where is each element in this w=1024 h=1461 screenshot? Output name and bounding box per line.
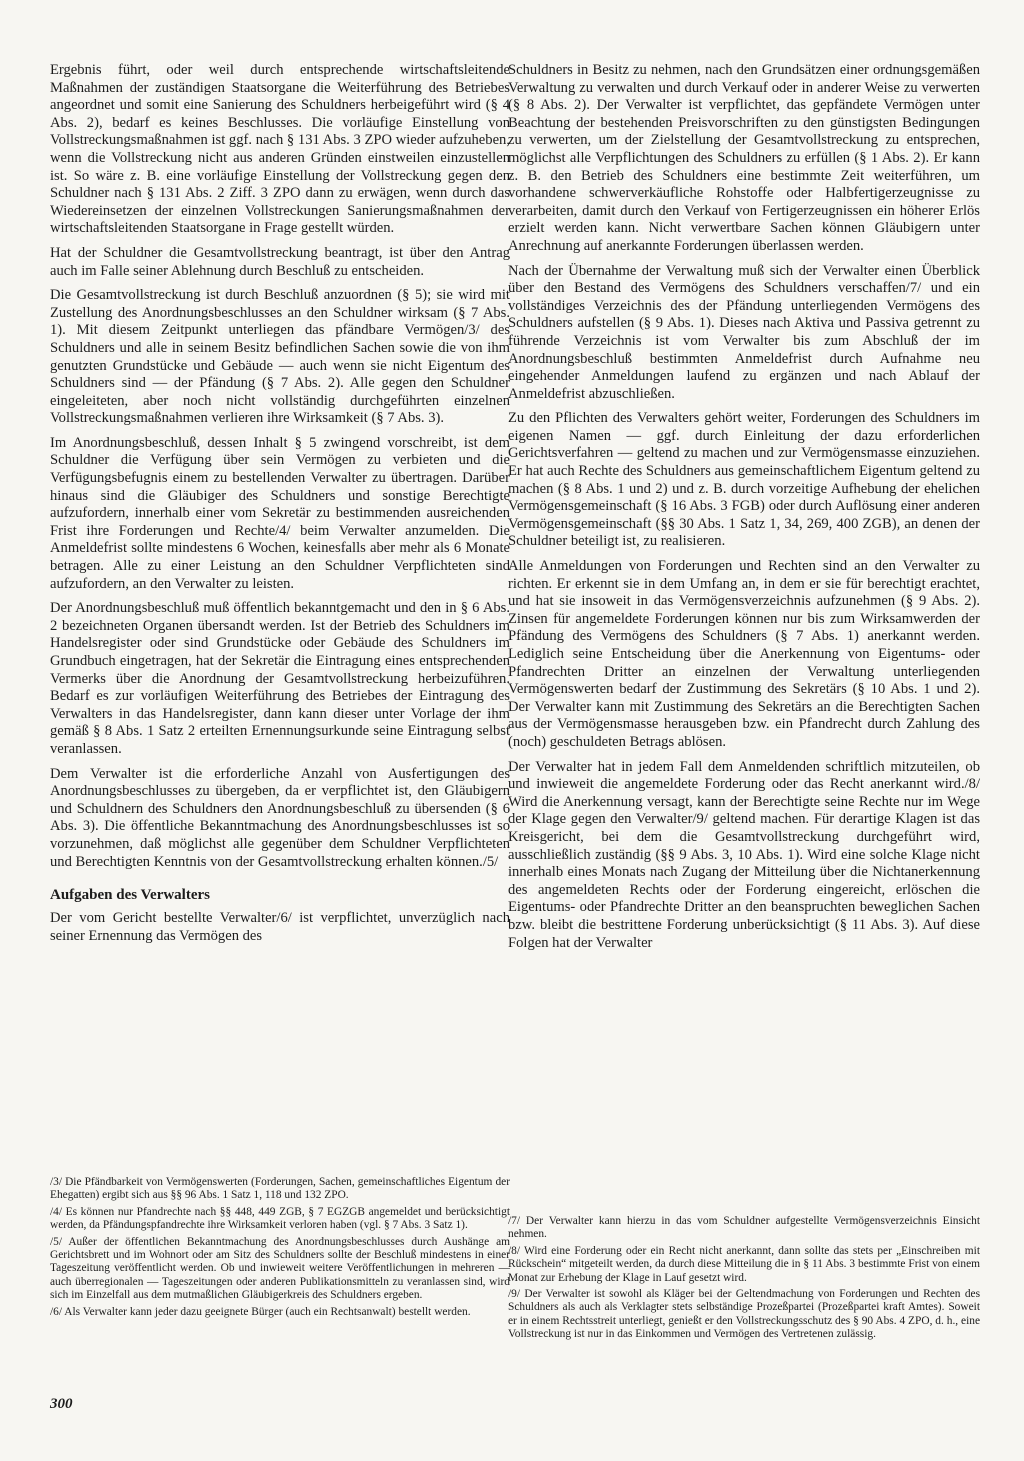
footnote: /9/ Der Verwalter ist sowohl als Kläger bei der Geltendmachung von Forderungen und Rechten des Schuldners als auch als Verklagter stets selbständige Prozeßpartei (Prozeßpartei kraft Amtes). Soweit er in einem Rechtsstreit unterliegt, genießt er den Vollstreckungsschutz des § 90 Abs. 4 ZPO, d. h., eine Vollstreckung ist nur in das Einkommen und Vermögen des Vertretenen zulässig. (508, 1288, 980, 1341)
footnotes-right (508, 1215, 980, 1345)
section-heading: Aufgaben des Verwalters (50, 887, 210, 904)
footnote: /7/ Der Verwalter kann hierzu in das vom Schuldner aufgestellte Vermögensverzeichnis Einsicht nehmen. (508, 1215, 980, 1241)
page-number: 300 (50, 1396, 73, 1412)
footnotes-left (50, 1176, 510, 1322)
footnote: /6/ Als Verwalter kann jeder dazu geeignete Bürger (auch ein Rechtsanwalt) bestellt werden. (50, 1305, 471, 1318)
body-paragraph: Der Verwalter hat in jedem Fall dem Anmeldenden schriftlich mitzuteilen, ob und inwieweit die angemeldete Forderung oder das Recht anerkannt wird./8/ Wird die Anerkennung versagt, kann der Berechtigte seine Rechte nur im Wege der Klage gegen den Verwalter/9/ geltend machen. Für derartige Klagen ist das Kreisgericht, bei dem die Gesamtvollstreckung durchgeführt wird, ausschließlich zuständig (§§ 9 Abs. 3, 10 Abs. 1). Wird eine solche Klage nicht innerhalb eines Monats nach Zugang der Mitteilung über die Nichtanerkennung des angemeldeten Rechts oder der Forderung eingereicht, erlöschen die Eigentums- oder Pfandrechte Dritter an den beanspruchten beweglichen Sachen bzw. bleibt die bestrittene Forderung unberücksichtigt (§ 11 Abs. 3). Auf diese Folgen hat der Verwalter (508, 758, 980, 951)
body-paragraph: Im Anordnungsbeschluß, dessen Inhalt § 5 zwingend vorschreibt, ist dem Schuldner die Verfügung über sein Vermögen zu verbieten und die Verfügungsbefugnis einem zu bestellenden Verwalter zu übertragen. Darüber hinaus sind die Gläubiger des Schuldners und sonstige Berechtigte aufzufordern, innerhalb einer vom Sekretär zu bestimmenden ausreichenden Frist ihre Forderungen und Rechte/4/ beim Verwalter anzumelden. Die Anmeldefrist sollte mindestens 6 Wochen, keinesfalls aber mehr als 6 Monate betragen. Alle zu einer Leistung an den Schuldner Verpflichteten sind aufzufordern, an den Verwalter zu leisten. (50, 434, 510, 592)
body-paragraph: Hat der Schuldner die Gesamtvollstreckung beantragt, ist über den Antrag auch im Falle seiner Ablehnung durch Beschluß zu entscheiden. (50, 244, 510, 279)
body-paragraph: Der Anordnungsbeschluß muß öffentlich bekanntgemacht und den in § 6 Abs. 2 bezeichneten Organen übersandt werden. Ist der Betrieb des Schuldners im Handelsregister oder sind Grundstücke oder Gebäude des Schuldners im Grundbuch eingetragen, hat der Sekretär die Eintragung eines entsprechenden Vermerks über die Anordnung der Gesamtvollstreckung herbeizuführen. Bedarf es zur vorläufigen Weiterführung des Betriebes der Eintragung des Verwalters in das Handelsregister, dann kann dieser unter Vorlage der ihm gemäß § 8 Abs. 1 Satz 2 erteilten Ernennungsurkunde seine Eintragung selbst veranlassen. (50, 600, 510, 757)
left-column (50, 62, 510, 1318)
footnote: /8/ Wird eine Forderung oder ein Recht nicht anerkannt, dann sollte das stets per „Einschreiben mit Rückschein“ mitgeteilt werden, da durch diese Mitteilung die in § 11 Abs. 3 bestimmte Frist von einem Monat zur Erhebung der Klage in Lauf gesetzt wird. (508, 1244, 980, 1284)
body-paragraph: Nach der Übernahme der Verwaltung muß sich der Verwalter einen Überblick über den Bestand des Vermögens des Schuldners verschaffen/7/ und ein vollständiges Verzeichnis des der Pfändung unterliegenden Vermögens des Schuldners aufstellen (§ 9 Abs. 1). Dieses nach Aktiva und Passiva getrennt zu führende Verzeichnis ist vom Verwalter bis zum Abschluß der im Anordnungsbeschluß bestimmten Anmeldefrist durch Aufnahme neu eingehender Anmeldungen laufend zu ergänzen und nach Ablauf der Anmeldefrist abzuschließen. (508, 262, 980, 402)
body-paragraph: Dem Verwalter ist die erforderliche Anzahl von Ausfertigungen des Anordnungsbeschlusses zu übergeben, da er verpflichtet ist, den Gläubigern und Schuldnern des Schuldners den Anordnungsbeschluß zu übersenden (§ 6 Abs. 3). Die öffentliche Bekanntmachung des Anordnungsbeschlusses ist so vorzunehmen, daß möglichst alle gegenüber dem Schuldner Verpflichteten und Berechtigten Kenntnis von der Gesamtvollstreckung erhalten können./5/ (50, 765, 510, 870)
body-paragraph: Alle Anmeldungen von Forderungen und Rechten sind an den Verwalter zu richten. Er erkennt sie in dem Umfang an, in dem er sie für berechtigt erachtet, und hat sie insoweit in das Vermögensverzeichnis aufzunehmen (§ 9 Abs. 2). Zinsen für angemeldete Forderungen können nur bis zum Wirksamwerden der Pfändung des Vermögens des Schuldners (§ 7 Abs. 1) anerkannt werden. Lediglich seine Entscheidung über die Anerkennung von Eigentums- oder Pfandrechten Dritter an einzelnen der Verwaltung unterliegenden Vermögenswerten bedarf der Zustimmung des Sekretärs (§ 10 Abs. 1 und 2). Der Verwalter kann mit Zustimmung des Sekretärs an die Berechtigten Sachen aus der Vermögensmasse herausgeben bzw. ein Pfandrecht durch Zahlung des (noch) geschuldeten Betrags ablösen. (508, 558, 980, 750)
footnote: /4/ Es können nur Pfandrechte nach §§ 448, 449 ZGB, § 7 EGZGB angemeldet und berücksichtigt werden, da Pfändungspfandrechte ihre Wirksamkeit verloren haben (vgl. § 7 Abs. 3 Satz 1). (50, 1205, 510, 1232)
body-paragraph: Ergebnis führt, oder weil durch entsprechende wirtschaftsleitende Maßnahmen der zuständigen Staatsorgane die Weiterführung des Betriebes angeordnet und somit eine Sanierung des Schuldners herbeigeführt wird (§ 4 Abs. 2), bedarf es keines Beschlusses. Die vorläufige Einstellung von Vollstreckungsmaßnahmen ist ggf. nach § 131 Abs. 3 ZPO wieder aufzuheben, wenn die Vollstreckung nicht aus anderen Gründen einstweilen einzustellen ist. So wäre z. B. eine vorläufige Einstellung der Vollstreckung gegen den Schuldner nach § 131 Abs. 2 Ziff. 3 ZPO dann zu erwägen, wenn durch das Wiedereinsetzen der einzelnen Vollstreckungen Sanierungsmaßnahmen der wirtschaftsleitenden Staatsorgane in Frage gestellt würden. (50, 62, 510, 237)
right-column (508, 62, 980, 1341)
body-paragraph: Zu den Pflichten des Verwalters gehört weiter, Forderungen des Schuldners im eigenen Namen — ggf. durch Einleitung der dazu erforderlichen Gerichtsverfahren — geltend zu machen und zur Vermögensmasse einzuziehen. Er hat auch Rechte des Schuldners aus gemeinschaftlichem Eigentum geltend zu machen (§ 8 Abs. 1 und 2) und z. B. durch vorzeitige Aufhebung der ehelichen Vermögensgemeinschaft (§ 16 Abs. 3 FGB) oder durch Auflösung einer anderen Vermögensgemeinschaft (§§ 30 Abs. 1 Satz 1, 34, 269, 400 ZGB), an denen der Schuldner beteiligt ist, zu realisieren. (508, 410, 980, 550)
body-paragraph: Der vom Gericht bestellte Verwalter/6/ ist verpflichtet, unverzüglich nach seiner Ernennung das Vermögen des (50, 910, 510, 944)
body-paragraph: Die Gesamtvollstreckung ist durch Beschluß anzuordnen (§ 5); sie wird mit Zustellung des Anordnungsbeschlusses an den Schuldner wirksam (§ 7 Abs. 1). Mit diesem Zeitpunkt unterliegen das pfändbare Vermögen/3/ des Schuldners und alle in seinem Besitz befindlichen Sachen sowie die von ihm genutzten Grundstücke und Gebäude — auch wenn sie nicht Eigentum des Schuldners sind — der Pfändung (§ 7 Abs. 2). Alle gegen den Schuldner eingeleiteten, aber noch nicht vollständig durchgeführten einzelnen Vollstreckungsmaßnahmen verlieren ihre Wirksamkeit (§ 7 Abs. 3). (50, 287, 510, 427)
body-paragraph: Schuldners in Besitz zu nehmen, nach den Grundsätzen einer ordnungsgemäßen Verwaltung zu verwalten und durch Verkauf oder in anderer Weise zu verwerten (§ 8 Abs. 2). Der Verwalter ist verpflichtet, das gepfändete Vermögen unter Beachtung der bestehenden Preisvorschriften zu den günstigsten Bedingungen zu verwerten, um der Zielstellung der Gesamtvollstreckung zu entsprechen, möglichst alle Verpflichtungen des Schuldners zu erfüllen (§ 1 Abs. 2). Er kann z. B. den Betrieb des Schuldners eine bestimmte Zeit weiterführen, um vorhandene schwerverkäufliche Rohstoffe oder Halbfertigerzeugnisse zu verarbeiten, damit durch den Verkauf von Fertigerzeugnissen ein höherer Erlös erzielt werden kann. Nicht verwertbare Sachen können Gläubigern unter Anrechnung auf anerkannte Forderungen überlassen werden. (508, 62, 980, 254)
footnote: /5/ Außer der öffentlichen Bekanntmachung des Anordnungsbeschlusses durch Aushänge am Gerichtsbrett und im Wohnort oder am Sitz des Schuldners sollte der Beschluß mindestens in einer Tageszeitung veröffentlicht werden. Ob und inwieweit weitere Veröffentlichungen in mehreren — auch überregionalen — Tageszeitungen oder anderen Publikationsmitteln zu veranlassen sind, wird sich im Einzelfall aus dem mutmaßlichen Gläubigerkreis des Schuldners ergeben. (50, 1235, 510, 1302)
footnote: /3/ Die Pfändbarkeit von Vermögenswerten (Forderungen, Sachen, gemeinschaftliches Eigentum der Ehegatten) ergibt sich aus §§ 96 Abs. 1 Satz 1, 118 und 132 ZPO. (50, 1176, 510, 1202)
